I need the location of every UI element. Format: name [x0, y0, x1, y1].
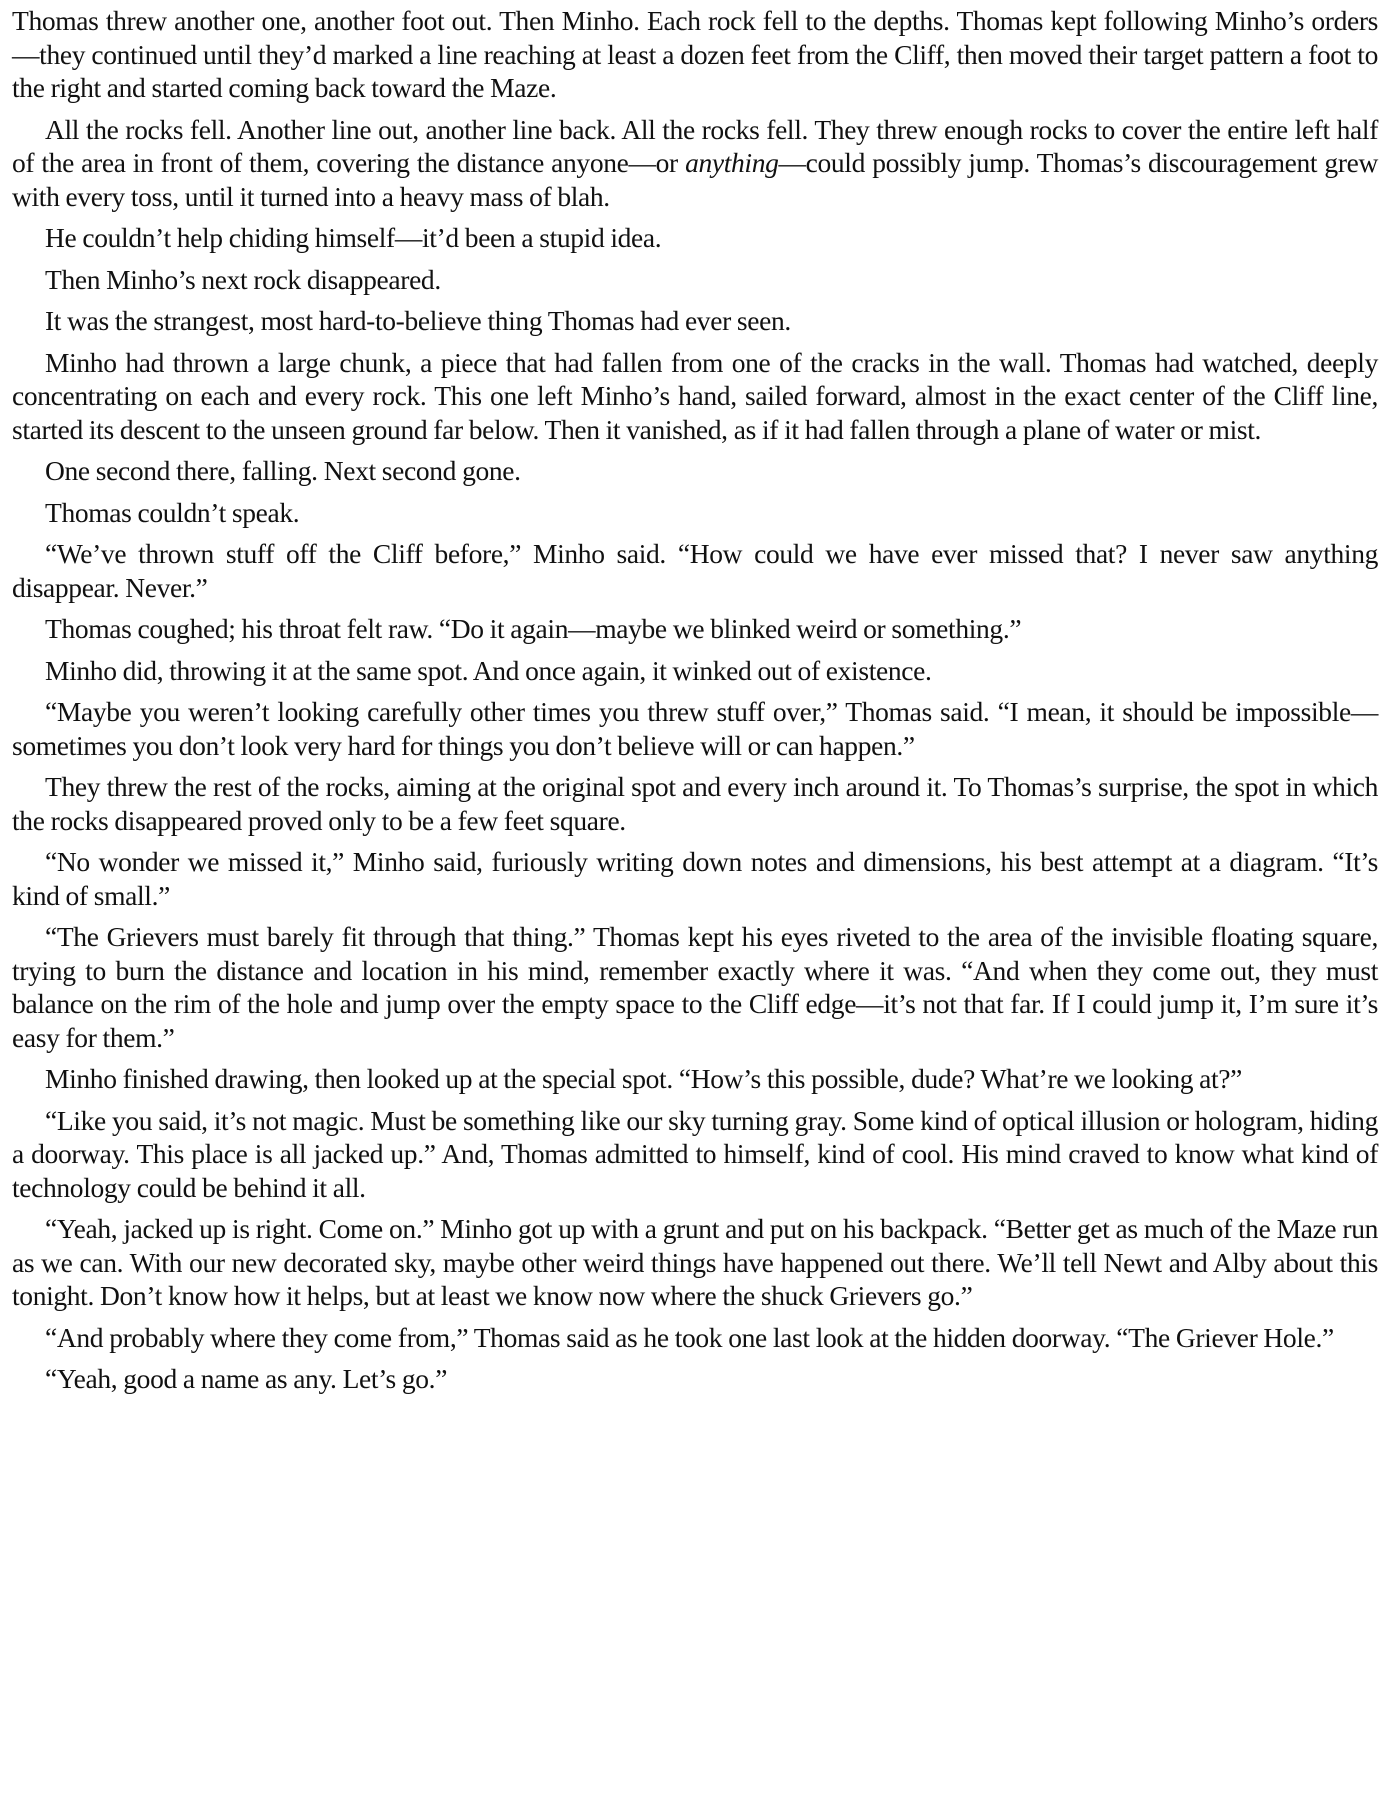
paragraph: Thomas coughed; his throat felt raw. “Do it again—maybe we blinked weird or something.”	[45, 613, 1022, 644]
paragraph-text: —could possibly jump. Thomas’s discouragement grew with every toss, until it turned into a heavy mass of blah.	[12, 147, 1378, 212]
paragraph: Minho finished drawing, then looked up at the special spot. “How’s this possible, dude? What’re we looking at?”	[45, 1063, 1243, 1094]
paragraph: “Maybe you weren’t looking carefully other times you threw stuff over,” Thomas said. “I mean, it should be impossible—sometimes you don’t look very hard for things you don’t believe will or can happen.”	[12, 696, 1378, 761]
paragraph: “Yeah, good a name as any. Let’s go.”	[45, 1363, 448, 1394]
paragraph: “Like you said, it’s not magic. Must be something like our sky turning gray. Some kind of optical illusion or hologram, hiding a doorway. This place is all jacked up.” And, Thomas admitted to himself, kind of cool. His mind craved to know what kind of technology could be behind it all.	[12, 1104, 1378, 1203]
paragraph: “Yeah, jacked up is right. Come on.” Minho got up with a grunt and put on his backpack. “Better get as much of the Maze run as we can. With our new decorated sky, maybe other weird things have happened out there. We’ll tell Newt and Alby about this tonight. Don’t know how it helps, but at least we know now where the shuck Grievers go.”	[12, 1213, 1378, 1311]
paragraph: It was the strangest, most hard-to-believe thing Thomas had ever seen.	[45, 305, 791, 336]
paragraph: Thomas couldn’t speak.	[45, 496, 300, 528]
paragraph: They threw the rest of the rocks, aiming at the original spot and every inch around it. To Thomas’s surprise, the spot in which the rocks disappeared proved only to be a few feet square.	[12, 771, 1378, 836]
paragraph: “We’ve thrown stuff off the Cliff before,” Minho said. “How could we have ever missed that? I never saw anything disappear. Never.”	[12, 538, 1378, 603]
paragraph-text: All the rocks fell. Another line out, another line back. All the rocks fell. They threw enough rocks to cover the entire left half of the area in front of them, covering the distance anyone—or	[12, 113, 1378, 178]
paragraph	[12, 113, 1378, 214]
italic-emphasis: anything	[685, 147, 779, 178]
paragraph: Thomas threw another one, another foot out. Then Minho. Each rock fell to the depths. Thomas kept following Minho’s orders—they continued until they’d marked a line reaching at least a dozen feet from the Cliff, then moved their target pattern a foot to the right and started coming back toward the Maze.	[12, 5, 1378, 103]
paragraph: “The Grievers must barely fit through that thing.” Thomas kept his eyes riveted to the area of the invisible floating square, trying to burn the distance and location in his mind, remember exactly where it was. “And when they come out, they must balance on the rim of the hole and jump over the empty space to the Cliff edge—it’s not that far. If I could jump it, I’m sure it’s easy for them.”	[12, 921, 1378, 1053]
paragraph: “No wonder we missed it,” Minho said, furiously writing down notes and dimensions, his best attempt at a diagram. “It’s kind of small.”	[12, 846, 1378, 911]
paragraph: He couldn’t help chiding himself—it’d been a stupid idea.	[45, 222, 662, 253]
paragraph: Then Minho’s next rock disappeared.	[45, 263, 441, 295]
paragraph: Minho had thrown a large chunk, a piece that had fallen from one of the cracks in the wall. Thomas had watched, deeply concentrating on each and every rock. This one left Minho’s hand, sailed forward, almost in the exact center of the Cliff line, started its descent to the unseen ground far below. Then it vanished, as if it had fallen through a plane of water or mist.	[12, 346, 1378, 445]
paragraph: “And probably where they come from,” Thomas said as he took one last look at the hidden doorway. “The Griever Hole.”	[45, 1321, 1334, 1353]
paragraph: Minho did, throwing it at the same spot. And once again, it winked out of existence.	[45, 654, 932, 686]
paragraph: One second there, falling. Next second gone.	[45, 455, 521, 486]
